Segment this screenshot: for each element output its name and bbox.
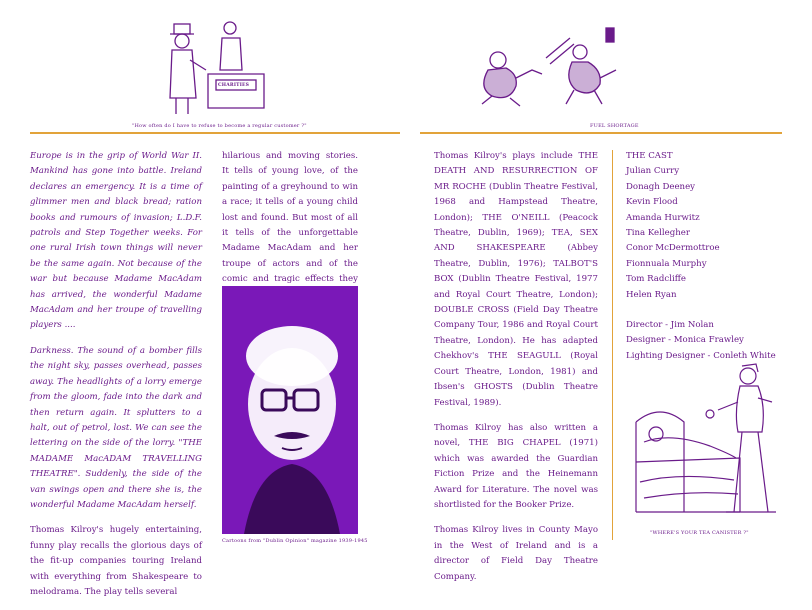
- cartoon-left-caption: "How often do I have to refuse to become a regular customer ?": [132, 123, 307, 129]
- rule-right: [420, 132, 782, 134]
- cast-column: [626, 149, 786, 364]
- cast-member: Fionnuala Murphy: [626, 258, 707, 269]
- novel-paragraph: Thomas Kilroy has also written a novel, THE BIG CHAPEL (1971) which was awarded the Guardian Fiction Prize and the Heinemann Award for Literature. The novel was shortlisted for the Booker Prize.: [434, 422, 598, 510]
- charities-sign: CHARITIES: [218, 83, 250, 88]
- cartoon-bottom-caption: "WHERE'S YOUR TEA CANISTER ?": [650, 530, 749, 536]
- play-description-paragraph: Thomas Kilroy's hugely entertaining, funny play recalls the glorious days of the fit-up companies touring Ireland with everything from Shakespeare to melodrama. The play tells several: [30, 525, 202, 597]
- cast-member: Helen Ryan: [626, 289, 677, 300]
- author-photo: [222, 286, 358, 534]
- credit-designer: Designer - Monica Frawley: [626, 335, 744, 346]
- synopsis-paragraph: Darkness. The sound of a bomber fills the night sky, passes overhead, passes away. The headlights of a lorry emerge from the gloom, fade into the dark and then return again. It splutters to a halt, out of petrol, lost. We can see the lettering on the side of the lorry. "THE MADAME MacADAM TRAVELLING THEATRE". Suddenly, the side of the van swings open and there she is, the wonderful Madame MacAdam herself.: [30, 345, 202, 510]
- charities-cartoon: [160, 18, 270, 118]
- credit-director: Director - Jim Nolan: [626, 320, 714, 331]
- fuel-shortage-cartoon: [470, 18, 618, 108]
- cast-heading: THE CAST: [626, 151, 673, 161]
- column-1: [30, 149, 202, 610]
- intro-paragraph: Europe is in the grip of World War II. Mankind has gone into battle. Ireland declares an emergency. It is a time of glimmer men and black bread; ration books and rumours of invasion; L.D.F. patrols and Step Together weeks. For one rural Irish town things will never be the same again. Not because of the war but because Madame MacAdam has arrived, the wonderful Madame MacAdam and her troupe of travelling players ....: [30, 151, 202, 331]
- author-portrait-image: [222, 286, 358, 534]
- column-divider: [612, 150, 613, 540]
- cartoon-right-caption: FUEL SHORTAGE: [590, 123, 639, 129]
- credit-lighting-designer: Lighting Designer - Conleth White: [626, 350, 776, 361]
- tea-canister-cartoon: [630, 362, 780, 522]
- cast-member: Amanda Hurwitz: [626, 212, 700, 223]
- rule-left: [30, 132, 400, 134]
- cast-member: Conor McDermottroe: [626, 243, 720, 254]
- cast-spacer: [626, 303, 786, 318]
- play-stories-paragraph: hilarious and moving stories. It tells of young love, of the painting of a greyhound to win a race; it tells of a young child lost and found. But most of all it tells of the unforgettable Madame MacAdam and her troupe of actors and of the comic and tragic effects they: [222, 151, 358, 285]
- residence-paragraph: Thomas Kilroy lives in County Mayo in the West of Ireland and is a director of Field Day Theatre Company.: [434, 525, 598, 582]
- cast-member: Tina Kellegher: [626, 228, 690, 239]
- photo-caption: Cartoons from "Dublin Opinion" magazine 1939-1945: [222, 538, 368, 544]
- column-3: [434, 149, 598, 595]
- cast-member: Kevin Flood: [626, 197, 678, 208]
- cast-member: Tom Radcliffe: [626, 274, 686, 285]
- cast-member: Julian Curry: [626, 166, 680, 177]
- cast-member: Donagh Deeney: [626, 181, 696, 192]
- plays-paragraph: Thomas Kilroy's plays include THE DEATH AND RESURRECTION OF MR ROCHE (Dublin Theatre Festival, 1968 and Hampstead Theatre, London); THE O'NEILL (Peacock Theatre, Dublin, 1969); TEA, SEX AND SHAKESPEARE (Abbey Theatre, Dublin, 1976); TALBOT'S BOX (Dublin Theatre Festival, 1977 and Royal Court Theatre, London); DOUBLE CROSS (Field Day Theatre Company Tour, 1986 and Royal Court Theatre, London). He has adapted Chekhov's THE SEAGULL (Royal Court Theatre, London, 1981) and Ibsen's GHOSTS (Dublin Theatre Festival, 1989).: [434, 151, 598, 408]
